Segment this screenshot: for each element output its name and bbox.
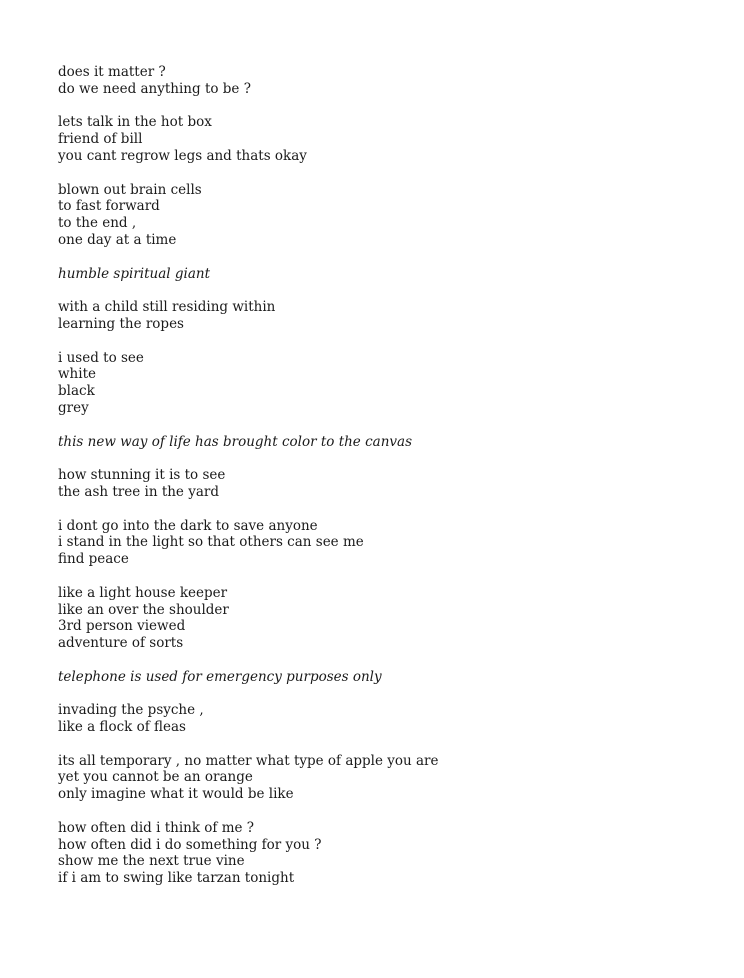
poem-line: black: [58, 383, 95, 400]
poem-line: white: [58, 366, 96, 383]
stanza: [58, 299, 698, 333]
italic-refrain: [58, 266, 698, 283]
poem-line: friend of bill: [58, 131, 143, 148]
italic-refrain: [58, 434, 698, 451]
poem-line: if i am to swing like tarzan tonight: [58, 870, 295, 887]
poem-line: the ash tree in the yard: [58, 483, 219, 500]
poem-line: like a flock of fleas: [58, 719, 186, 736]
poem-line: like an over the shoulder: [58, 601, 229, 618]
poem-line: does it matter ?: [58, 64, 166, 80]
stanza: [58, 518, 698, 568]
poem-line: grey: [58, 399, 89, 416]
poem-line: find peace: [58, 551, 129, 568]
poem-line: yet you cannot be an orange: [58, 769, 253, 786]
stanza: [58, 114, 698, 164]
poem-line: one day at a time: [58, 231, 177, 248]
stanza: [58, 753, 698, 803]
stanza: [58, 182, 698, 249]
poem-line: how stunning it is to see: [58, 467, 226, 484]
poem-line: only imagine what it would be like: [58, 786, 294, 803]
poem-line: blown out brain cells: [58, 181, 202, 198]
poem-page: [58, 64, 698, 904]
poem-line: to the end ,: [58, 215, 137, 232]
italic-refrain: [58, 669, 698, 686]
stanza: [58, 350, 698, 417]
poem-line: this new way of life has brought color to the canvas: [58, 433, 412, 450]
poem-line: invading the psyche ,: [58, 702, 204, 719]
poem-line: i stand in the light so that others can see me: [58, 534, 364, 551]
stanza: [58, 467, 698, 501]
poem-line: with a child still residing within: [58, 299, 276, 316]
poem-line: how often did i do something for you ?: [58, 836, 322, 853]
poem-line: adventure of sorts: [58, 635, 184, 652]
stanza: [58, 585, 698, 652]
stanza: [58, 702, 698, 736]
poem-line: telephone is used for emergency purposes only: [58, 668, 382, 685]
stanza: [58, 64, 698, 98]
poem-line: do we need anything to be ?: [58, 80, 251, 97]
poem-line: you cant regrow legs and thats okay: [58, 147, 307, 164]
poem-line: learning the ropes: [58, 315, 184, 332]
poem-line: humble spiritual giant: [58, 265, 210, 282]
poem-line: its all temporary , no matter what type of apple you are: [58, 752, 439, 769]
poem-line: i dont go into the dark to save anyone: [58, 517, 318, 534]
poem-line: how often did i think of me ?: [58, 819, 255, 836]
poem-line: like a light house keeper: [58, 584, 228, 601]
poem-line: show me the next true vine: [58, 853, 245, 870]
poem-line: lets talk in the hot box: [58, 114, 212, 131]
stanza: [58, 820, 698, 887]
poem-line: 3rd person viewed: [58, 618, 186, 635]
poem-line: to fast forward: [58, 198, 160, 215]
poem-line: i used to see: [58, 349, 144, 366]
